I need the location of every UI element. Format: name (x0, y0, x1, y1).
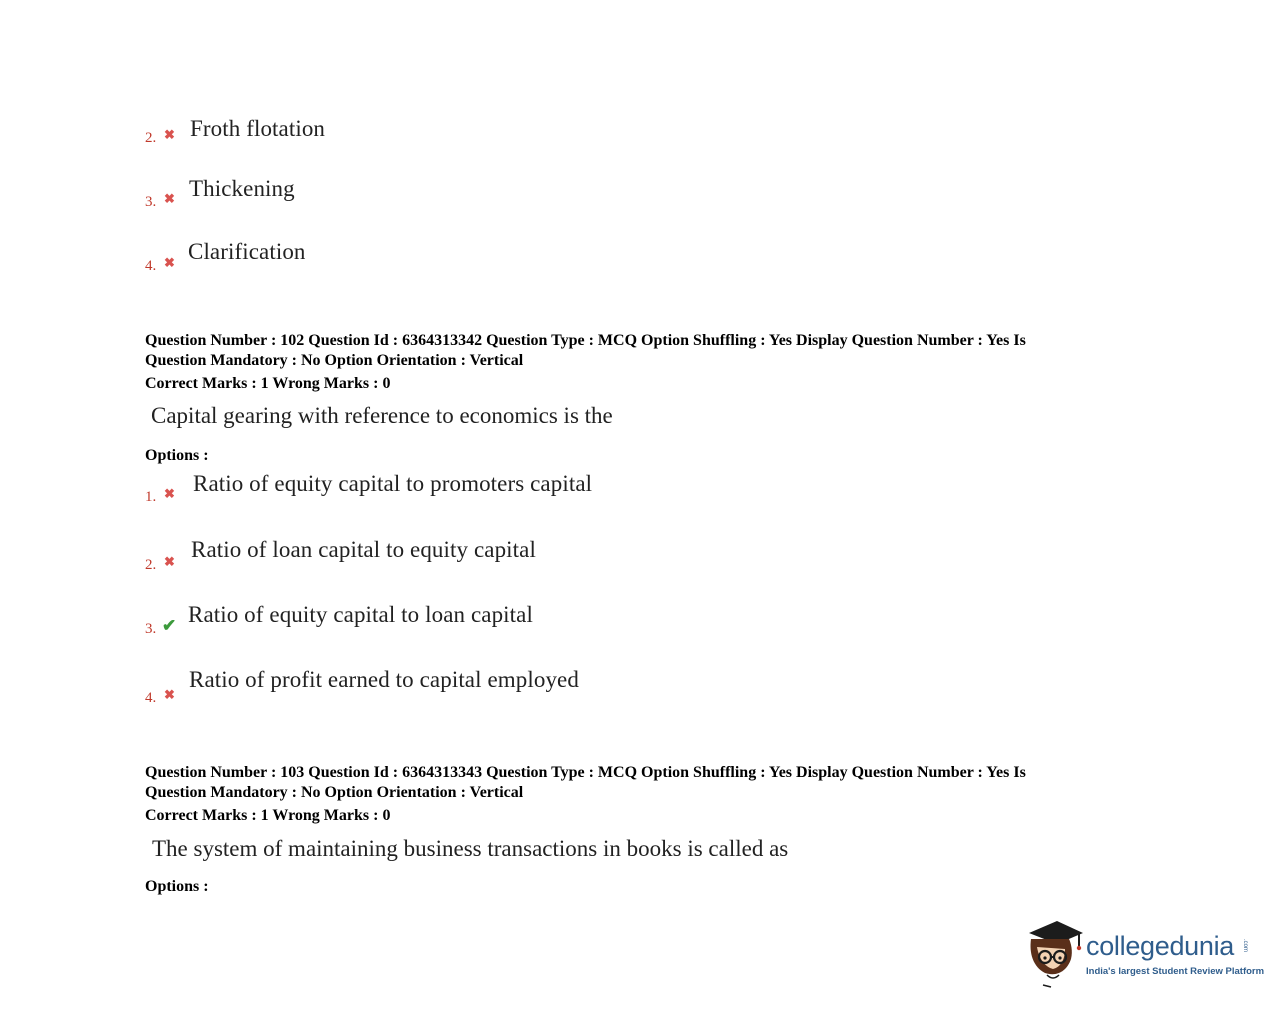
options-label: Options : (145, 447, 209, 464)
logo-domain-suffix: .com (1242, 939, 1248, 953)
option-number: 2. (145, 557, 157, 573)
mascot-graduation-cap-icon (1023, 917, 1085, 989)
question-meta (145, 763, 1026, 803)
option-number: 3. (145, 621, 157, 637)
option-text: Froth flotation (190, 116, 326, 141)
option-text: Ratio of equity capital to promoters capital (193, 471, 593, 496)
option-number: 4. (145, 690, 157, 706)
option-number: 4. (145, 258, 157, 274)
question-meta (145, 331, 1026, 371)
question-marks: Correct Marks : 1 Wrong Marks : 0 (145, 375, 391, 392)
option-text: Ratio of loan capital to equity capital (191, 537, 536, 562)
option-text: Ratio of equity capital to loan capital (188, 602, 533, 627)
wrong-icon: ✖ (164, 554, 175, 569)
check-icon: ✔ (162, 616, 177, 635)
option-text: Ratio of profit earned to capital employed (189, 667, 579, 692)
question-marks: Correct Marks : 1 Wrong Marks : 0 (145, 807, 391, 824)
option-text: Clarification (188, 239, 306, 264)
wrong-icon: ✖ (164, 191, 175, 206)
collegedunia-logo (1023, 917, 1263, 989)
question-meta-line1: Question Number : 102 Question Id : 6364313342 Question Type : MCQ Option Shuffling : Yes Display Question Number : Yes Is (145, 332, 1026, 349)
wrong-icon: ✖ (164, 486, 175, 501)
question-text: The system of maintaining business transactions in books is called as (152, 836, 789, 861)
options-label: Options : (145, 878, 209, 895)
question-meta-line1: Question Number : 103 Question Id : 6364313343 Question Type : MCQ Option Shuffling : Yes Display Question Number : Yes Is (145, 764, 1026, 781)
question-meta-line2: Question Mandatory : No Option Orientation : Vertical (145, 352, 524, 369)
logo-wordmark: collegedunia (1086, 931, 1235, 961)
option-number: 3. (145, 194, 157, 210)
question-meta-line2: Question Mandatory : No Option Orientation : Vertical (145, 784, 524, 801)
wrong-icon: ✖ (164, 255, 175, 270)
wrong-icon: ✖ (164, 687, 175, 702)
option-number: 1. (145, 489, 157, 505)
option-number: 2. (145, 130, 157, 146)
option-text: Thickening (189, 176, 295, 201)
logo-tagline: India's largest Student Review Platform (1086, 966, 1265, 977)
question-text: Capital gearing with reference to economics is the (151, 403, 613, 428)
wrong-icon: ✖ (164, 127, 175, 142)
